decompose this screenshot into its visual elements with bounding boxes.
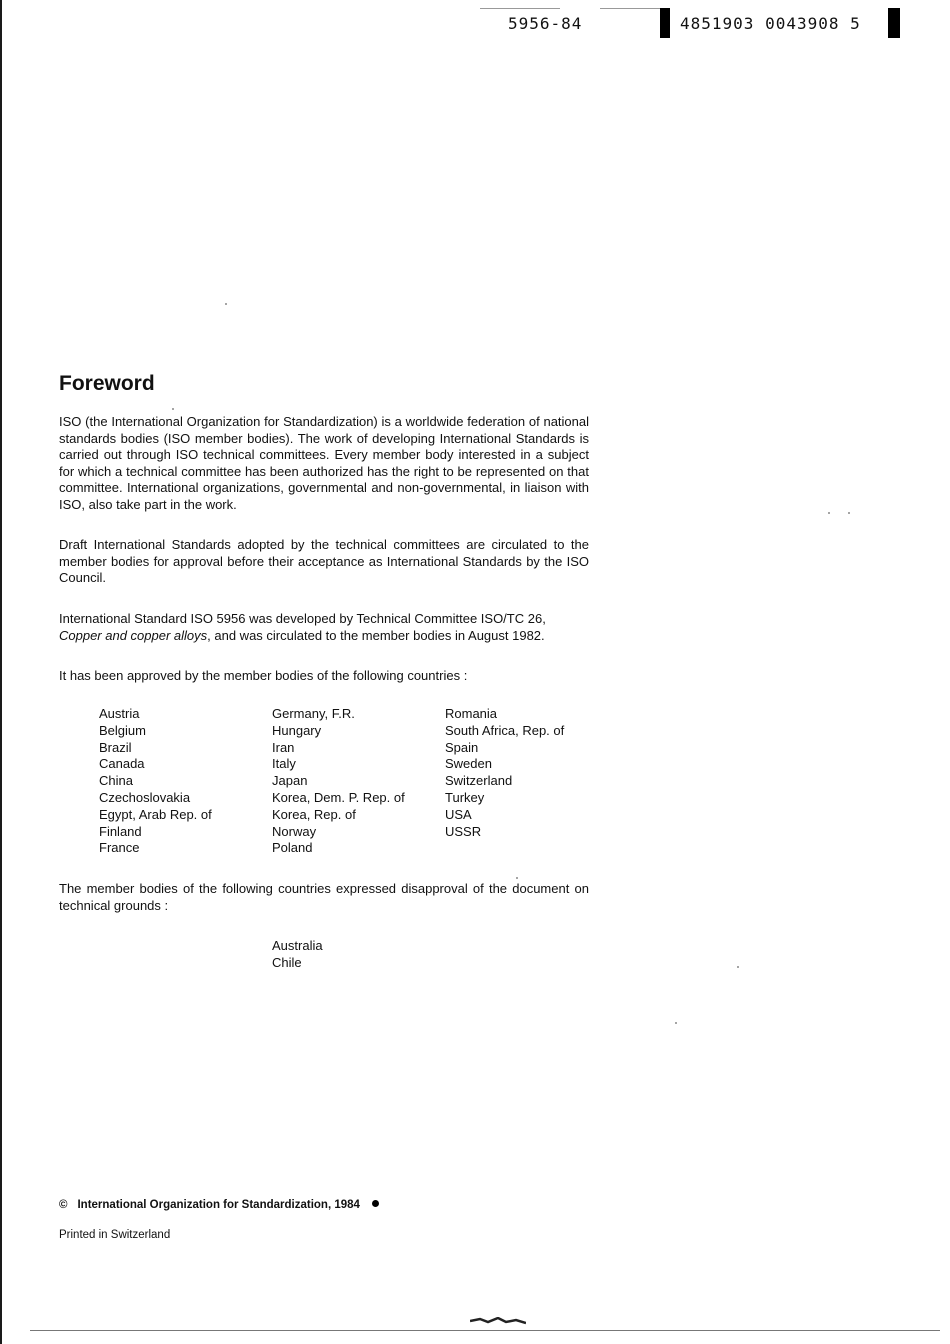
country: Poland bbox=[272, 840, 313, 856]
scan-speck bbox=[737, 966, 739, 968]
barcode-number: 4851903 0043908 5 bbox=[680, 14, 861, 33]
barcode-bar-right bbox=[888, 8, 900, 38]
committee-name: Copper and copper alloys bbox=[59, 627, 208, 643]
foreword-heading: Foreword bbox=[59, 372, 155, 395]
draft-paragraph: Draft International Standards adopted by the technical committees are circulated to the member bodies for approval before their acceptance as International Standards by the ISO Council. bbox=[59, 537, 589, 585]
scan-speck bbox=[225, 303, 227, 305]
country: Belgium bbox=[99, 722, 146, 738]
scan-speck bbox=[516, 877, 518, 879]
barcode-bar-left bbox=[660, 8, 670, 38]
country: Austria bbox=[99, 706, 140, 721]
country: Hungary bbox=[272, 722, 322, 738]
standard-paragraph bbox=[59, 611, 589, 644]
country: Japan bbox=[272, 773, 308, 789]
scan-speck bbox=[675, 1022, 677, 1024]
country: Chile bbox=[272, 955, 302, 970]
country: South Africa, Rep. of bbox=[445, 722, 565, 738]
country: Germany, F.R. bbox=[272, 706, 355, 721]
scan-smudge bbox=[470, 1317, 526, 1325]
disapproval-intro: The member bodies of the following countries expressed disapproval of the document on technical grounds : bbox=[59, 881, 589, 913]
country: Romania bbox=[445, 706, 498, 721]
copyright-text: International Organization for Standardization, 1984 bbox=[77, 1199, 360, 1211]
country: Egypt, Arab Rep. of bbox=[99, 806, 212, 822]
approval-intro: It has been approved by the member bodies of the following countries : bbox=[59, 668, 468, 683]
header-rule bbox=[480, 8, 560, 9]
country: Turkey bbox=[445, 789, 485, 805]
approving-countries-column-3 bbox=[445, 706, 564, 840]
country: Australia bbox=[272, 938, 323, 953]
country: Switzerland bbox=[445, 773, 513, 789]
header-rule bbox=[600, 8, 660, 9]
bottom-rule bbox=[30, 1330, 940, 1331]
standard-line-rest: , and was circulated to the member bodies in August 1982. bbox=[207, 627, 545, 643]
country: USSR bbox=[445, 823, 482, 839]
country: Korea, Rep. of bbox=[272, 806, 356, 822]
country: Brazil bbox=[99, 739, 132, 755]
country: France bbox=[99, 840, 140, 856]
country: Iran bbox=[272, 739, 295, 755]
country: Sweden bbox=[445, 756, 492, 772]
approving-countries-column-2 bbox=[272, 706, 405, 857]
scan-speck bbox=[848, 512, 850, 514]
copyright-line bbox=[59, 1199, 379, 1211]
country: Spain bbox=[445, 739, 479, 755]
scan-speck bbox=[172, 408, 174, 410]
country: Norway bbox=[272, 823, 317, 839]
country: Korea, Dem. P. Rep. of bbox=[272, 789, 405, 805]
country: Finland bbox=[99, 823, 142, 839]
standard-line: International Standard ISO 5956 was developed by Technical Committee ISO/TC 26, bbox=[59, 611, 546, 626]
disapproving-countries bbox=[272, 937, 323, 971]
scan-speck bbox=[828, 512, 830, 514]
country: China bbox=[99, 773, 133, 789]
country: Canada bbox=[99, 756, 145, 772]
approving-countries-column-1 bbox=[99, 706, 212, 857]
copyright-symbol: © bbox=[59, 1199, 68, 1211]
country: Czechoslovakia bbox=[99, 789, 191, 805]
country: Italy bbox=[272, 756, 296, 772]
scan-edge bbox=[0, 0, 2, 1344]
bullet-mark bbox=[372, 1200, 379, 1207]
intro-paragraph: ISO (the International Organization for Standardization) is a worldwide federation of national standards bodies (ISO member bodies). The work of developing International Standards is carried out through ISO technical committees. Every member body interested in a subject for which a technical committee has been authorized has the right to be represented on that committee. International organizations, governmental and non-governmental, in liaison with ISO, also take part in the work. bbox=[59, 414, 589, 512]
country: USA bbox=[445, 806, 472, 822]
document-code: 5956-84 bbox=[508, 14, 583, 33]
printed-line: Printed in Switzerland bbox=[59, 1229, 171, 1241]
